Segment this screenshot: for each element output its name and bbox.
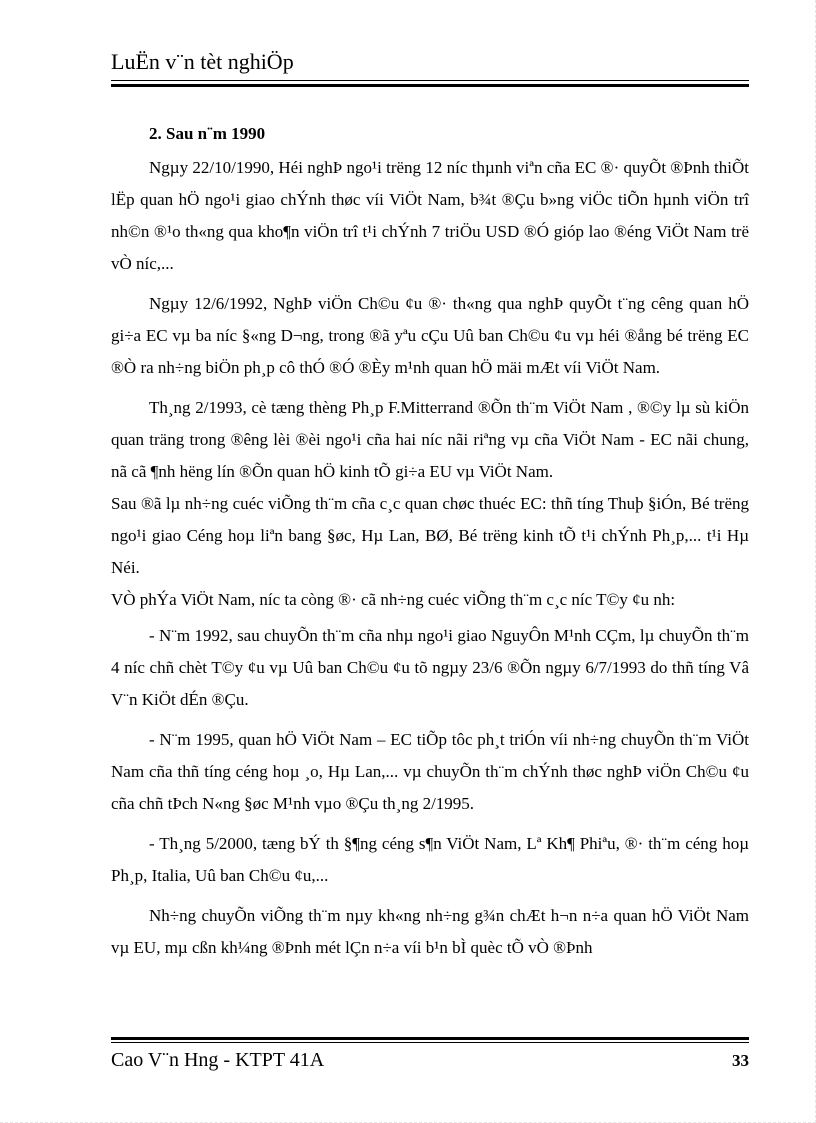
header-rule-thick <box>111 84 749 87</box>
header-rule-thin <box>111 80 749 81</box>
paragraph-final: Nh÷ng chuyÕn viÕng th¨m nµy kh«ng nh÷ng g¾n chÆt h¬n n÷a quan hÖ ViÖt Nam vµ EU, mµ cßn kh¼ng ®Þnh mét lÇn n÷a víi b¹n bÌ quèc tÕ vÒ ®Þnh <box>111 906 749 957</box>
page-number: 33 <box>732 1051 749 1070</box>
list-item-1995: - N¨m 1995, quan hÖ ViÖt Nam – EC tiÕp tôc ph¸t triÓn víi nh÷ng chuyÕn th¨m ViÖt Nam cña thñ tíng céng hoµ ¸o, Hµ Lan,... vµ chuyÕn th¨m chÝnh thøc nghÞ viÖn Ch©u ¢u cña chñ tÞch N«ng §øc M¹nh vµo ®Çu th¸ng 2/1995. <box>111 730 749 813</box>
paragraph-1: Ngµy 22/10/1990, Héi nghÞ ngo¹i trëng 12 níc thµnh viªn cña EC ®· quyÕt ®Þnh thiÕt lËp quan hÖ ngo¹i giao chÝnh thøc víi ViÖt Nam, b¾t ®Çu b»ng viÖc tiÕn hµnh viÖn trî nh©n ®¹o th«ng qua kho¶n viÖn trî t¹i chÝnh 7 triÖu USD ®Ó gióp lao ®éng ViÖt Nam trë vÒ níc,... <box>111 158 749 273</box>
paragraph-3: Th¸ng 2/1993, cè tæng thèng Ph¸p F.Mitterrand ®Õn th¨m ViÖt Nam , ®©y lµ sù kiÖn quan träng trong ®êng lèi ®èi ngo¹i cña hai níc nãi riªng vµ cña ViÖt Nam - EC nãi chung, nã cã ¶nh hëng lín ®Õn quan hÖ kinh tÕ gi÷a EU vµ ViÖt Nam. <box>111 398 749 481</box>
paragraph-5: VÒ phÝa ViÖt Nam, níc ta còng ®· cã nh÷ng cuéc viÕng th¨m c¸c níc T©y ¢u nh: <box>111 590 676 609</box>
section-heading: 2. Sau n¨m 1990 <box>149 124 266 143</box>
footer-author: Cao V¨n Hng - KTPT 41A <box>111 1049 325 1071</box>
paragraph-2: Ngµy 12/6/1992, NghÞ viÖn Ch©u ¢u ®· th«ng qua nghÞ quyÕt t¨ng cêng quan hÖ gi÷a EC vµ ba níc §«ng D¬ng, trong ®ã yªu cÇu Uû ban Ch©u ¢u vµ héi ®ång bé trëng EC ®Ò ra nh÷ng biÖn ph¸p cô thÓ ®Ó ®Èy m¹nh quan hÖ mäi mÆt víi ViÖt Nam. <box>111 294 749 377</box>
footer-rule-thin <box>111 1042 749 1043</box>
list-item-2000: - Th¸ng 5/2000, tæng bÝ th §¶ng céng s¶n ViÖt Nam, Lª Kh¶ Phiªu, ®· th¨m céng hoµ Ph¸p, Italia, Uû ban Ch©u ¢u,... <box>111 834 749 885</box>
list-item-1992: - N¨m 1992, sau chuyÕn th¨m cña nhµ ngo¹i giao NguyÔn M¹nh CÇm, lµ chuyÕn th¨m 4 níc chñ chèt T©y ¢u vµ Uû ban Ch©u ¢u tõ ngµy 23/6 ®Õn ngµy 6/7/1993 do thñ tíng Vâ V¨n KiÖt dÉn ®Çu. <box>111 626 749 709</box>
paragraph-4: Sau ®ã lµ nh÷ng cuéc viÕng th¨m cña c¸c quan chøc thuéc EC: thñ tíng Thuþ §iÓn, Bé trëng ngo¹i giao Céng hoµ liªn bang §øc, Hµ Lan, BØ, Bé trëng kinh tÕ t¹i chÝnh Ph¸p,... t¹i Hµ Néi. <box>111 494 749 577</box>
document-body <box>111 118 749 964</box>
thesis-header-title: LuËn v¨n tèt nghiÖp <box>111 49 294 74</box>
footer-rule-thick <box>111 1037 749 1040</box>
